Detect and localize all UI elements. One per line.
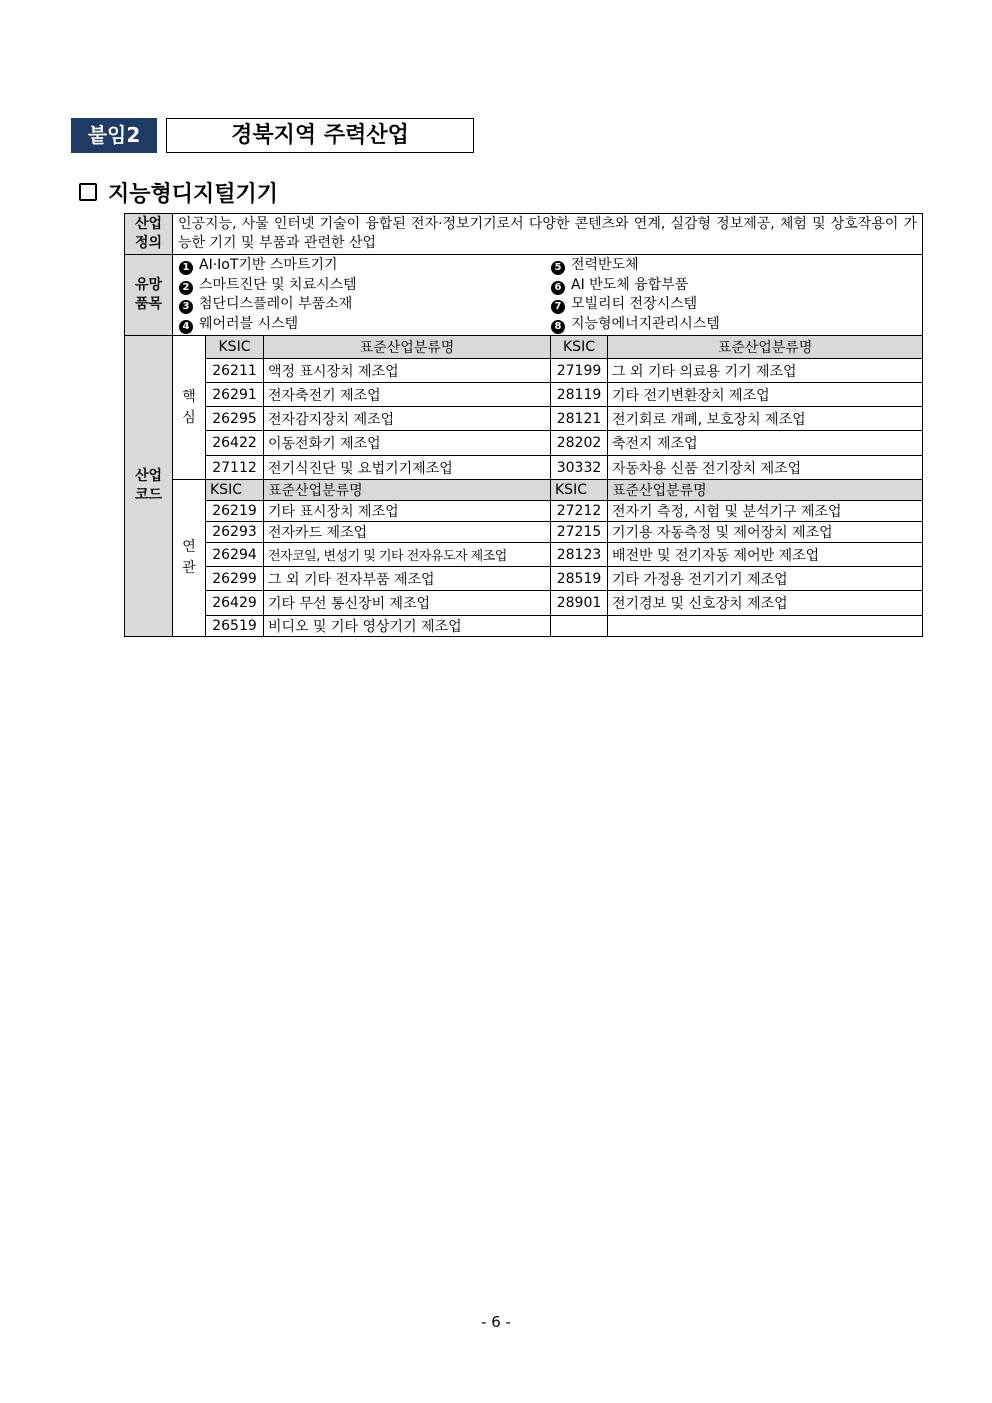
table-row: 26291 전자축전기 제조업 28119 기타 전기변환장치 제조업 [125, 383, 923, 407]
core-label: 핵 심 [173, 336, 206, 480]
promising-item: 8 지능형에너지관리시스템 [551, 315, 916, 335]
column-header: KSIC [551, 336, 608, 359]
table-row: 26422 이동전화기 제조업 28202 축전지 제조업 [125, 431, 923, 456]
industry-table [124, 213, 923, 637]
table-row: 26293 전자카드 제조업 27215 기기용 자동측정 및 제어장치 제조업 [125, 522, 923, 543]
table-row: 26294 전자코일, 변성기 및 기타 전자유도자 제조업 28123 배전반 및 전기자동 제어반 제조업 [125, 543, 923, 567]
related-header-row [125, 480, 923, 501]
attachment-tag: 붙임2 [71, 118, 157, 153]
definition-row [125, 214, 923, 255]
attachment-title: 경북지역 주력산업 [166, 118, 474, 153]
definition-label: 산업 정의 [125, 214, 173, 255]
table-row: 26295 전자감지장치 제조업 28121 전기회로 개폐, 보호장치 제조업 [125, 407, 923, 431]
number-1-icon: 1 [179, 261, 193, 275]
promising-item: 1 AI·IoT기반 스마트기기 [179, 256, 551, 276]
number-4-icon: 4 [179, 320, 193, 334]
checkbox-icon [79, 183, 97, 201]
number-2-icon: 2 [179, 281, 193, 295]
number-8-icon: 8 [551, 320, 565, 334]
promising-item: 7 모빌리티 전장시스템 [551, 295, 916, 315]
promising-item: 2 스마트진단 및 치료시스템 [179, 276, 551, 296]
promising-label: 유망 품목 [125, 255, 173, 336]
number-3-icon: 3 [179, 300, 193, 314]
promising-item: 4 웨어러블 시스템 [179, 315, 551, 335]
promising-row [125, 255, 923, 336]
table-row: 26299 그 외 기타 전자부품 제조업 28519 기타 가정용 전기기기 제조업 [125, 567, 923, 591]
table-row: 26429 기타 무선 통신장비 제조업 28901 전기경보 및 신호장치 제조업 [125, 591, 923, 616]
table-row: 26219 기타 표시장치 제조업 27212 전자기 측정, 시험 및 분석기구 제조업 [125, 501, 923, 522]
promising-items [173, 255, 923, 336]
column-header: 표준산업분류명 [608, 480, 923, 501]
table-row: 26211 액정 표시장치 제조업 27199 그 외 기타 의료용 기기 제조업 [125, 359, 923, 383]
related-label: 연 관 [173, 480, 206, 637]
section-heading [79, 178, 278, 206]
number-5-icon: 5 [551, 261, 565, 275]
column-header: KSIC [551, 480, 608, 501]
column-header: KSIC [206, 336, 264, 359]
column-header: 표준산업분류명 [264, 336, 551, 359]
definition-text: 인공지능, 사물 인터넷 기술이 융합된 전자·정보기기로서 다양한 콘텐츠와 연계, 실감형 정보제공, 체험 및 상호작용이 가능한 기기 및 부품과 관련한 산업 [173, 214, 923, 255]
codes-label: 산업 코드 [125, 336, 173, 637]
table-row: 27112 전기식진단 및 요법기기제조업 30332 자동차용 신품 전기장치 제조업 [125, 456, 923, 480]
core-header-row [125, 336, 923, 359]
page-number: - 6 - [481, 1313, 511, 1331]
column-header: 표준산업분류명 [264, 480, 551, 501]
table-row: 26519 비디오 및 기타 영상기기 제조업 [125, 616, 923, 637]
promising-item: 6 AI 반도체 융합부품 [551, 276, 916, 296]
section-title: 지능형디지털기기 [108, 181, 279, 207]
number-6-icon: 6 [551, 281, 565, 295]
promising-item: 3 첨단디스플레이 부품소재 [179, 295, 551, 315]
column-header: 표준산업분류명 [608, 336, 923, 359]
column-header: KSIC [206, 480, 264, 501]
promising-item: 5 전력반도체 [551, 256, 916, 276]
number-7-icon: 7 [551, 300, 565, 314]
